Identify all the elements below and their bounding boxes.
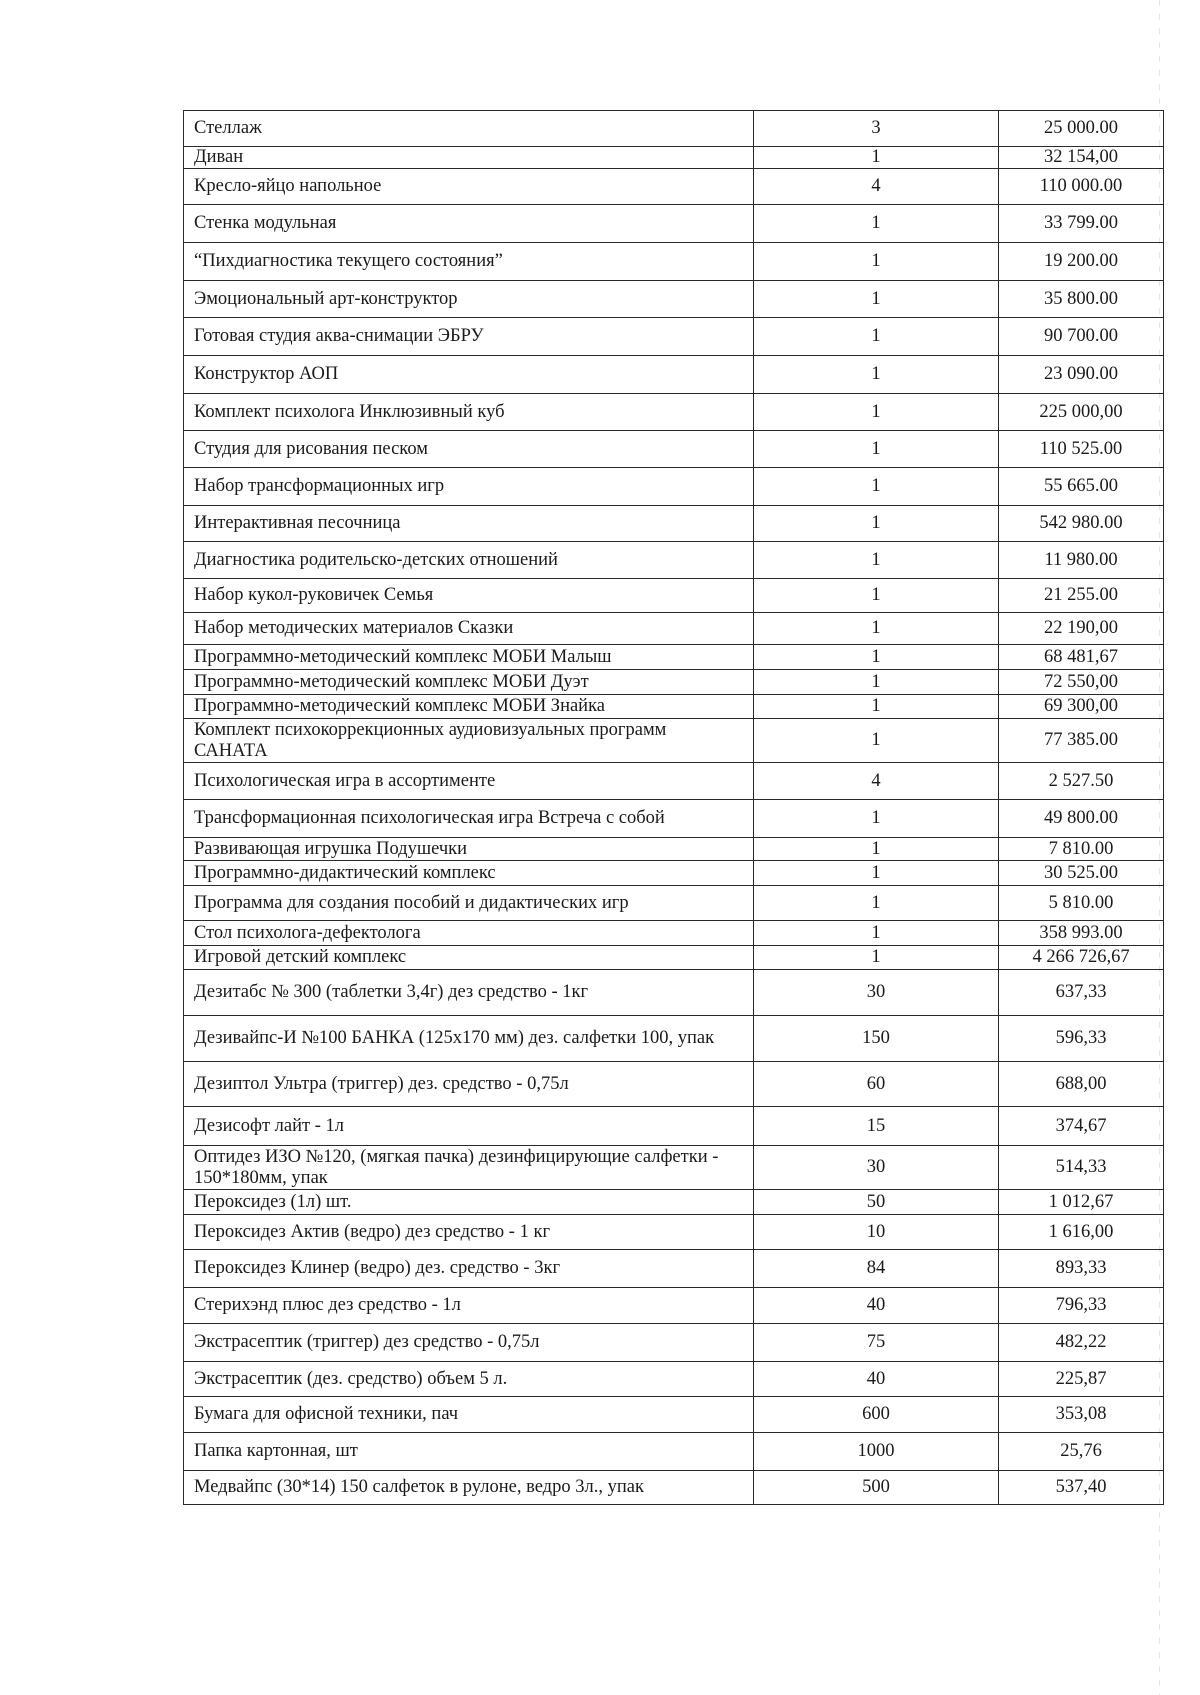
item-name-cell: Набор трансформационных игр	[184, 468, 754, 506]
table-row	[184, 861, 1164, 886]
item-price-cell: 77 385.00	[999, 719, 1164, 763]
item-name-cell: Набор методических материалов Сказки	[184, 613, 754, 645]
item-price-cell: 32 154,00	[999, 147, 1164, 169]
item-qty-cell: 1	[754, 800, 999, 838]
item-qty-cell: 1	[754, 886, 999, 921]
item-price-cell: 893,33	[999, 1250, 1164, 1288]
item-name-cell: Комплект психолога Инклюзивный куб	[184, 394, 754, 431]
item-price-cell: 33 799.00	[999, 205, 1164, 243]
table-row	[184, 1397, 1164, 1433]
item-name-cell: Дезиптол Ультра (триггер) дез. средство - 0,75л	[184, 1062, 754, 1107]
item-price-cell: 796,33	[999, 1288, 1164, 1324]
item-qty-cell: 1	[754, 695, 999, 719]
item-qty-cell: 30	[754, 970, 999, 1016]
table-row	[184, 1146, 1164, 1190]
item-name-cell: Стенка модульная	[184, 205, 754, 243]
item-name-cell: Конструктор АОП	[184, 356, 754, 394]
item-qty-cell: 50	[754, 1190, 999, 1215]
item-qty-cell: 3	[754, 111, 999, 147]
item-price-cell: 35 800.00	[999, 281, 1164, 318]
item-qty-cell: 75	[754, 1324, 999, 1362]
item-price-cell: 542 980.00	[999, 506, 1164, 542]
item-qty-cell: 1	[754, 147, 999, 169]
item-price-cell: 22 190,00	[999, 613, 1164, 645]
item-name-cell: Оптидез ИЗО №120, (мягкая пачка) дезинфицирующие салфетки - 150*180мм, упак	[184, 1146, 754, 1190]
item-price-cell: 688,00	[999, 1062, 1164, 1107]
item-name-cell: Диагностика родительско-детских отношений	[184, 542, 754, 579]
table-row	[184, 1190, 1164, 1215]
item-qty-cell: 4	[754, 169, 999, 205]
table-row	[184, 1288, 1164, 1324]
item-name-cell: Игровой детский комплекс	[184, 946, 754, 970]
item-qty-cell: 1	[754, 921, 999, 946]
inventory-table-body	[184, 111, 1164, 1505]
item-name-cell: Дезисофт лайт - 1л	[184, 1107, 754, 1146]
item-name-cell: Экстрасептик (триггер) дез средство - 0,75л	[184, 1324, 754, 1362]
item-name-cell: Студия для рисования песком	[184, 431, 754, 468]
item-price-cell: 374,67	[999, 1107, 1164, 1146]
item-name-cell: Бумага для офисной техники, пач	[184, 1397, 754, 1433]
table-row	[184, 886, 1164, 921]
item-name-cell: Стерихэнд плюс дез средство - 1л	[184, 1288, 754, 1324]
table-row	[184, 921, 1164, 946]
item-qty-cell: 1	[754, 243, 999, 281]
item-price-cell: 25,76	[999, 1433, 1164, 1471]
inventory-table	[183, 110, 1164, 1505]
item-qty-cell: 1	[754, 394, 999, 431]
item-price-cell: 225 000,00	[999, 394, 1164, 431]
item-price-cell: 358 993.00	[999, 921, 1164, 946]
item-name-cell: Дезивайпс-И №100 БАНКА (125x170 мм) дез. салфетки 100, упак	[184, 1016, 754, 1062]
item-price-cell: 637,33	[999, 970, 1164, 1016]
table-row	[184, 111, 1164, 147]
table-row	[184, 281, 1164, 318]
table-row	[184, 645, 1164, 670]
item-price-cell: 4 266 726,67	[999, 946, 1164, 970]
table-row	[184, 431, 1164, 468]
item-qty-cell: 500	[754, 1471, 999, 1505]
item-price-cell: 55 665.00	[999, 468, 1164, 506]
item-name-cell: Набор кукол-руковичек Семья	[184, 579, 754, 613]
item-qty-cell: 1	[754, 861, 999, 886]
item-price-cell: 90 700.00	[999, 318, 1164, 356]
item-price-cell: 1 012,67	[999, 1190, 1164, 1215]
item-qty-cell: 1	[754, 542, 999, 579]
table-row	[184, 1250, 1164, 1288]
table-row	[184, 1362, 1164, 1397]
table-row	[184, 838, 1164, 861]
item-name-cell: Пероксидез Клинер (ведро) дез. средство - 3кг	[184, 1250, 754, 1288]
item-qty-cell: 1000	[754, 1433, 999, 1471]
item-qty-cell: 1	[754, 431, 999, 468]
item-name-cell: Комплект психокоррекционных аудиовизуальных программ САНАТА	[184, 719, 754, 763]
item-qty-cell: 1	[754, 946, 999, 970]
item-price-cell: 23 090.00	[999, 356, 1164, 394]
table-row	[184, 579, 1164, 613]
item-qty-cell: 1	[754, 613, 999, 645]
item-qty-cell: 1	[754, 645, 999, 670]
item-qty-cell: 10	[754, 1215, 999, 1250]
table-row	[184, 695, 1164, 719]
table-row	[184, 1324, 1164, 1362]
item-name-cell: Программно-дидактический комплекс	[184, 861, 754, 886]
item-price-cell: 49 800.00	[999, 800, 1164, 838]
table-row	[184, 243, 1164, 281]
item-price-cell: 11 980.00	[999, 542, 1164, 579]
table-row	[184, 970, 1164, 1016]
table-row	[184, 1016, 1164, 1062]
item-name-cell: Программа для создания пособий и дидактических игр	[184, 886, 754, 921]
item-name-cell: Кресло-яйцо напольное	[184, 169, 754, 205]
item-qty-cell: 1	[754, 356, 999, 394]
table-row	[184, 670, 1164, 695]
item-name-cell: Папка картонная, шт	[184, 1433, 754, 1471]
item-name-cell: Диван	[184, 147, 754, 169]
item-price-cell: 596,33	[999, 1016, 1164, 1062]
table-row	[184, 468, 1164, 506]
table-row	[184, 763, 1164, 800]
item-qty-cell: 84	[754, 1250, 999, 1288]
table-row	[184, 613, 1164, 645]
table-row	[184, 318, 1164, 356]
item-qty-cell: 30	[754, 1146, 999, 1190]
item-qty-cell: 60	[754, 1062, 999, 1107]
item-qty-cell: 1	[754, 670, 999, 695]
table-row	[184, 147, 1164, 169]
table-row	[184, 356, 1164, 394]
table-row	[184, 205, 1164, 243]
item-name-cell: Дезитабс № 300 (таблетки 3,4г) дез средство - 1кг	[184, 970, 754, 1016]
table-row	[184, 1062, 1164, 1107]
item-name-cell: Трансформационная психологическая игра Встреча с собой	[184, 800, 754, 838]
table-row	[184, 946, 1164, 970]
item-price-cell: 537,40	[999, 1471, 1164, 1505]
table-row	[184, 1215, 1164, 1250]
item-qty-cell: 40	[754, 1288, 999, 1324]
item-name-cell: Программно-методический комплекс МОБИ Малыш	[184, 645, 754, 670]
item-name-cell: Экстрасептик (дез. средство) объем 5 л.	[184, 1362, 754, 1397]
item-qty-cell: 40	[754, 1362, 999, 1397]
item-price-cell: 482,22	[999, 1324, 1164, 1362]
item-price-cell: 2 527.50	[999, 763, 1164, 800]
item-price-cell: 7 810.00	[999, 838, 1164, 861]
item-qty-cell: 1	[754, 468, 999, 506]
item-price-cell: 110 000.00	[999, 169, 1164, 205]
item-qty-cell: 1	[754, 838, 999, 861]
table-row	[184, 1471, 1164, 1505]
item-name-cell: Развивающая игрушка Подушечки	[184, 838, 754, 861]
item-price-cell: 353,08	[999, 1397, 1164, 1433]
table-row	[184, 1107, 1164, 1146]
item-qty-cell: 1	[754, 506, 999, 542]
item-name-cell: Стеллаж	[184, 111, 754, 147]
item-qty-cell: 15	[754, 1107, 999, 1146]
item-qty-cell: 600	[754, 1397, 999, 1433]
table-row	[184, 542, 1164, 579]
item-price-cell: 72 550,00	[999, 670, 1164, 695]
item-price-cell: 25 000.00	[999, 111, 1164, 147]
item-name-cell: Эмоциональный арт-конструктор	[184, 281, 754, 318]
item-qty-cell: 150	[754, 1016, 999, 1062]
table-row	[184, 719, 1164, 763]
table-row	[184, 506, 1164, 542]
item-qty-cell: 1	[754, 719, 999, 763]
item-name-cell: Программно-методический комплекс МОБИ Дуэт	[184, 670, 754, 695]
item-price-cell: 19 200.00	[999, 243, 1164, 281]
item-name-cell: Психологическая игра в ассортименте	[184, 763, 754, 800]
item-price-cell: 5 810.00	[999, 886, 1164, 921]
item-price-cell: 69 300,00	[999, 695, 1164, 719]
item-qty-cell: 1	[754, 205, 999, 243]
item-price-cell: 225,87	[999, 1362, 1164, 1397]
item-name-cell: Стол психолога-дефектолога	[184, 921, 754, 946]
item-price-cell: 30 525.00	[999, 861, 1164, 886]
item-price-cell: 1 616,00	[999, 1215, 1164, 1250]
item-qty-cell: 4	[754, 763, 999, 800]
item-qty-cell: 1	[754, 318, 999, 356]
item-name-cell: Интерактивная песочница	[184, 506, 754, 542]
item-name-cell: “Пихдиагностика текущего состояния”	[184, 243, 754, 281]
item-price-cell: 21 255.00	[999, 579, 1164, 613]
table-row	[184, 169, 1164, 205]
item-price-cell: 68 481,67	[999, 645, 1164, 670]
table-row	[184, 1433, 1164, 1471]
item-name-cell: Программно-методический комплекс МОБИ Знайка	[184, 695, 754, 719]
table-row	[184, 394, 1164, 431]
item-qty-cell: 1	[754, 579, 999, 613]
item-name-cell: Пероксидез (1л) шт.	[184, 1190, 754, 1215]
item-name-cell: Медвайпс (30*14) 150 салфеток в рулоне, ведро 3л., упак	[184, 1471, 754, 1505]
item-name-cell: Пероксидез Актив (ведро) дез средство - 1 кг	[184, 1215, 754, 1250]
item-name-cell: Готовая студия аква-снимации ЭБРУ	[184, 318, 754, 356]
table-row	[184, 800, 1164, 838]
item-qty-cell: 1	[754, 281, 999, 318]
item-price-cell: 514,33	[999, 1146, 1164, 1190]
item-price-cell: 110 525.00	[999, 431, 1164, 468]
